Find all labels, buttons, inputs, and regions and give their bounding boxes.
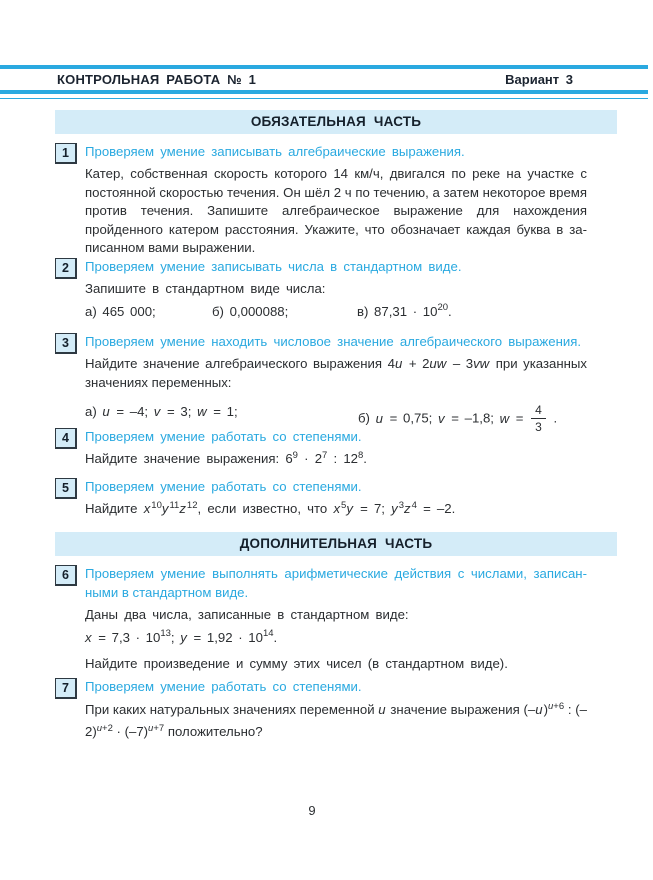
header-title: КОНТРОЛЬНАЯ РАБОТА № 1: [57, 72, 257, 87]
page-number: 9: [308, 803, 316, 818]
problem-7-heading: Проверяем умение работать со степенями.: [85, 679, 362, 694]
problem-5-heading: Проверяем умение работать со степенями.: [85, 479, 362, 494]
problem-2-number: 2: [55, 258, 77, 279]
problem-5: [55, 477, 587, 521]
problem-2-option-a: а) 465 000;: [85, 303, 156, 319]
problem-6: [55, 564, 587, 673]
page-header: [57, 72, 573, 89]
problem-2-intro: Запишите в стандартном виде числа:: [85, 281, 326, 296]
problem-2: [55, 257, 587, 328]
problem-4: [55, 427, 587, 471]
header-thin-rule: [0, 98, 648, 100]
problem-4-number: 4: [55, 428, 77, 449]
problem-1-text: Катер, собственная скорость которого 14 км/ч, двигался по реке на участке с постоянной скоростью течения. Он шёл 2 ч по течению, а затем некоторое время против течения. Запишите алгебраическое выражение для нахождения пройденного катером расстояния. Укажите, что обозначает каждая буква в записанном вами выражении.: [85, 166, 587, 256]
problem-3: [55, 332, 587, 434]
problem-3-number: 3: [55, 333, 77, 354]
problem-6-outro: Найдите произведение и сумму этих чисел (в стандартном виде).: [85, 655, 508, 671]
problem-7-number: 7: [55, 678, 77, 699]
problem-2-heading: Проверяем умение записывать числа в стандартном виде.: [85, 259, 462, 274]
header-variant: Вариант 3: [505, 72, 573, 87]
problem-6-heading: Проверяем умение выполнять арифметические действия с числами, записанными в стандартном виде.: [85, 566, 587, 600]
problem-1-number: 1: [55, 143, 77, 164]
problem-6-formula: $x = 7,3 \cdot 10^{13}$; $y = 1,92 \cdot 10^{14}$.: [85, 628, 278, 645]
problem-1-heading: Проверяем умение записывать алгебраические выражения.: [85, 144, 465, 159]
problem-5-text: Найдите $x^{10}y^{11}z^{12}$, если известно, что $x^5y = 7$; $y^3z^4 = -2$.: [85, 499, 456, 516]
problem-2-options: [85, 304, 587, 328]
header-mid-rule: [0, 90, 648, 94]
problem-6-number: 6: [55, 565, 77, 586]
problem-4-text: Найдите значение выражения: $6^9 \cdot 2^7$ : $12^8$.: [85, 449, 367, 466]
header-top-rule: [0, 65, 648, 69]
section-banner-required: ОБЯЗАТЕЛЬНАЯ ЧАСТЬ: [55, 110, 617, 134]
problem-7: [55, 677, 587, 744]
problem-3-text: Найдите значение алгебраического выражения 4u + 2uw – 3vw при указанных значениях переменных:: [85, 356, 587, 390]
problem-2-option-c: в) $87,31 \cdot 10^{20}$.: [357, 302, 452, 319]
problem-4-heading: Проверяем умение работать со степенями.: [85, 429, 362, 444]
problem-2-option-b: б) 0,000088;: [212, 303, 289, 319]
problem-5-number: 5: [55, 478, 77, 499]
problem-3-option-a: а) u = –4; v = 3; w = 1;: [85, 404, 238, 420]
problem-1: [55, 142, 587, 258]
section-banner-additional: ДОПОЛНИТЕЛЬНАЯ ЧАСТЬ: [55, 532, 617, 556]
problem-7-text: При каких натуральных значениях переменной u значение выражения $(-u)^{u+6}$ : $(-2)^{u+2} \cdot (-7)^{u+7}$ положительно?: [85, 700, 587, 739]
problem-3-option-b: б) u = 0,75; v = –1,8; w = $\frac{4}{3}$ .: [358, 403, 558, 434]
problem-6-intro: Даны два числа, записанные в стандартном виде:: [85, 607, 409, 622]
problem-3-heading: Проверяем умение находить числовое значение алгебраического выражения.: [85, 334, 582, 349]
